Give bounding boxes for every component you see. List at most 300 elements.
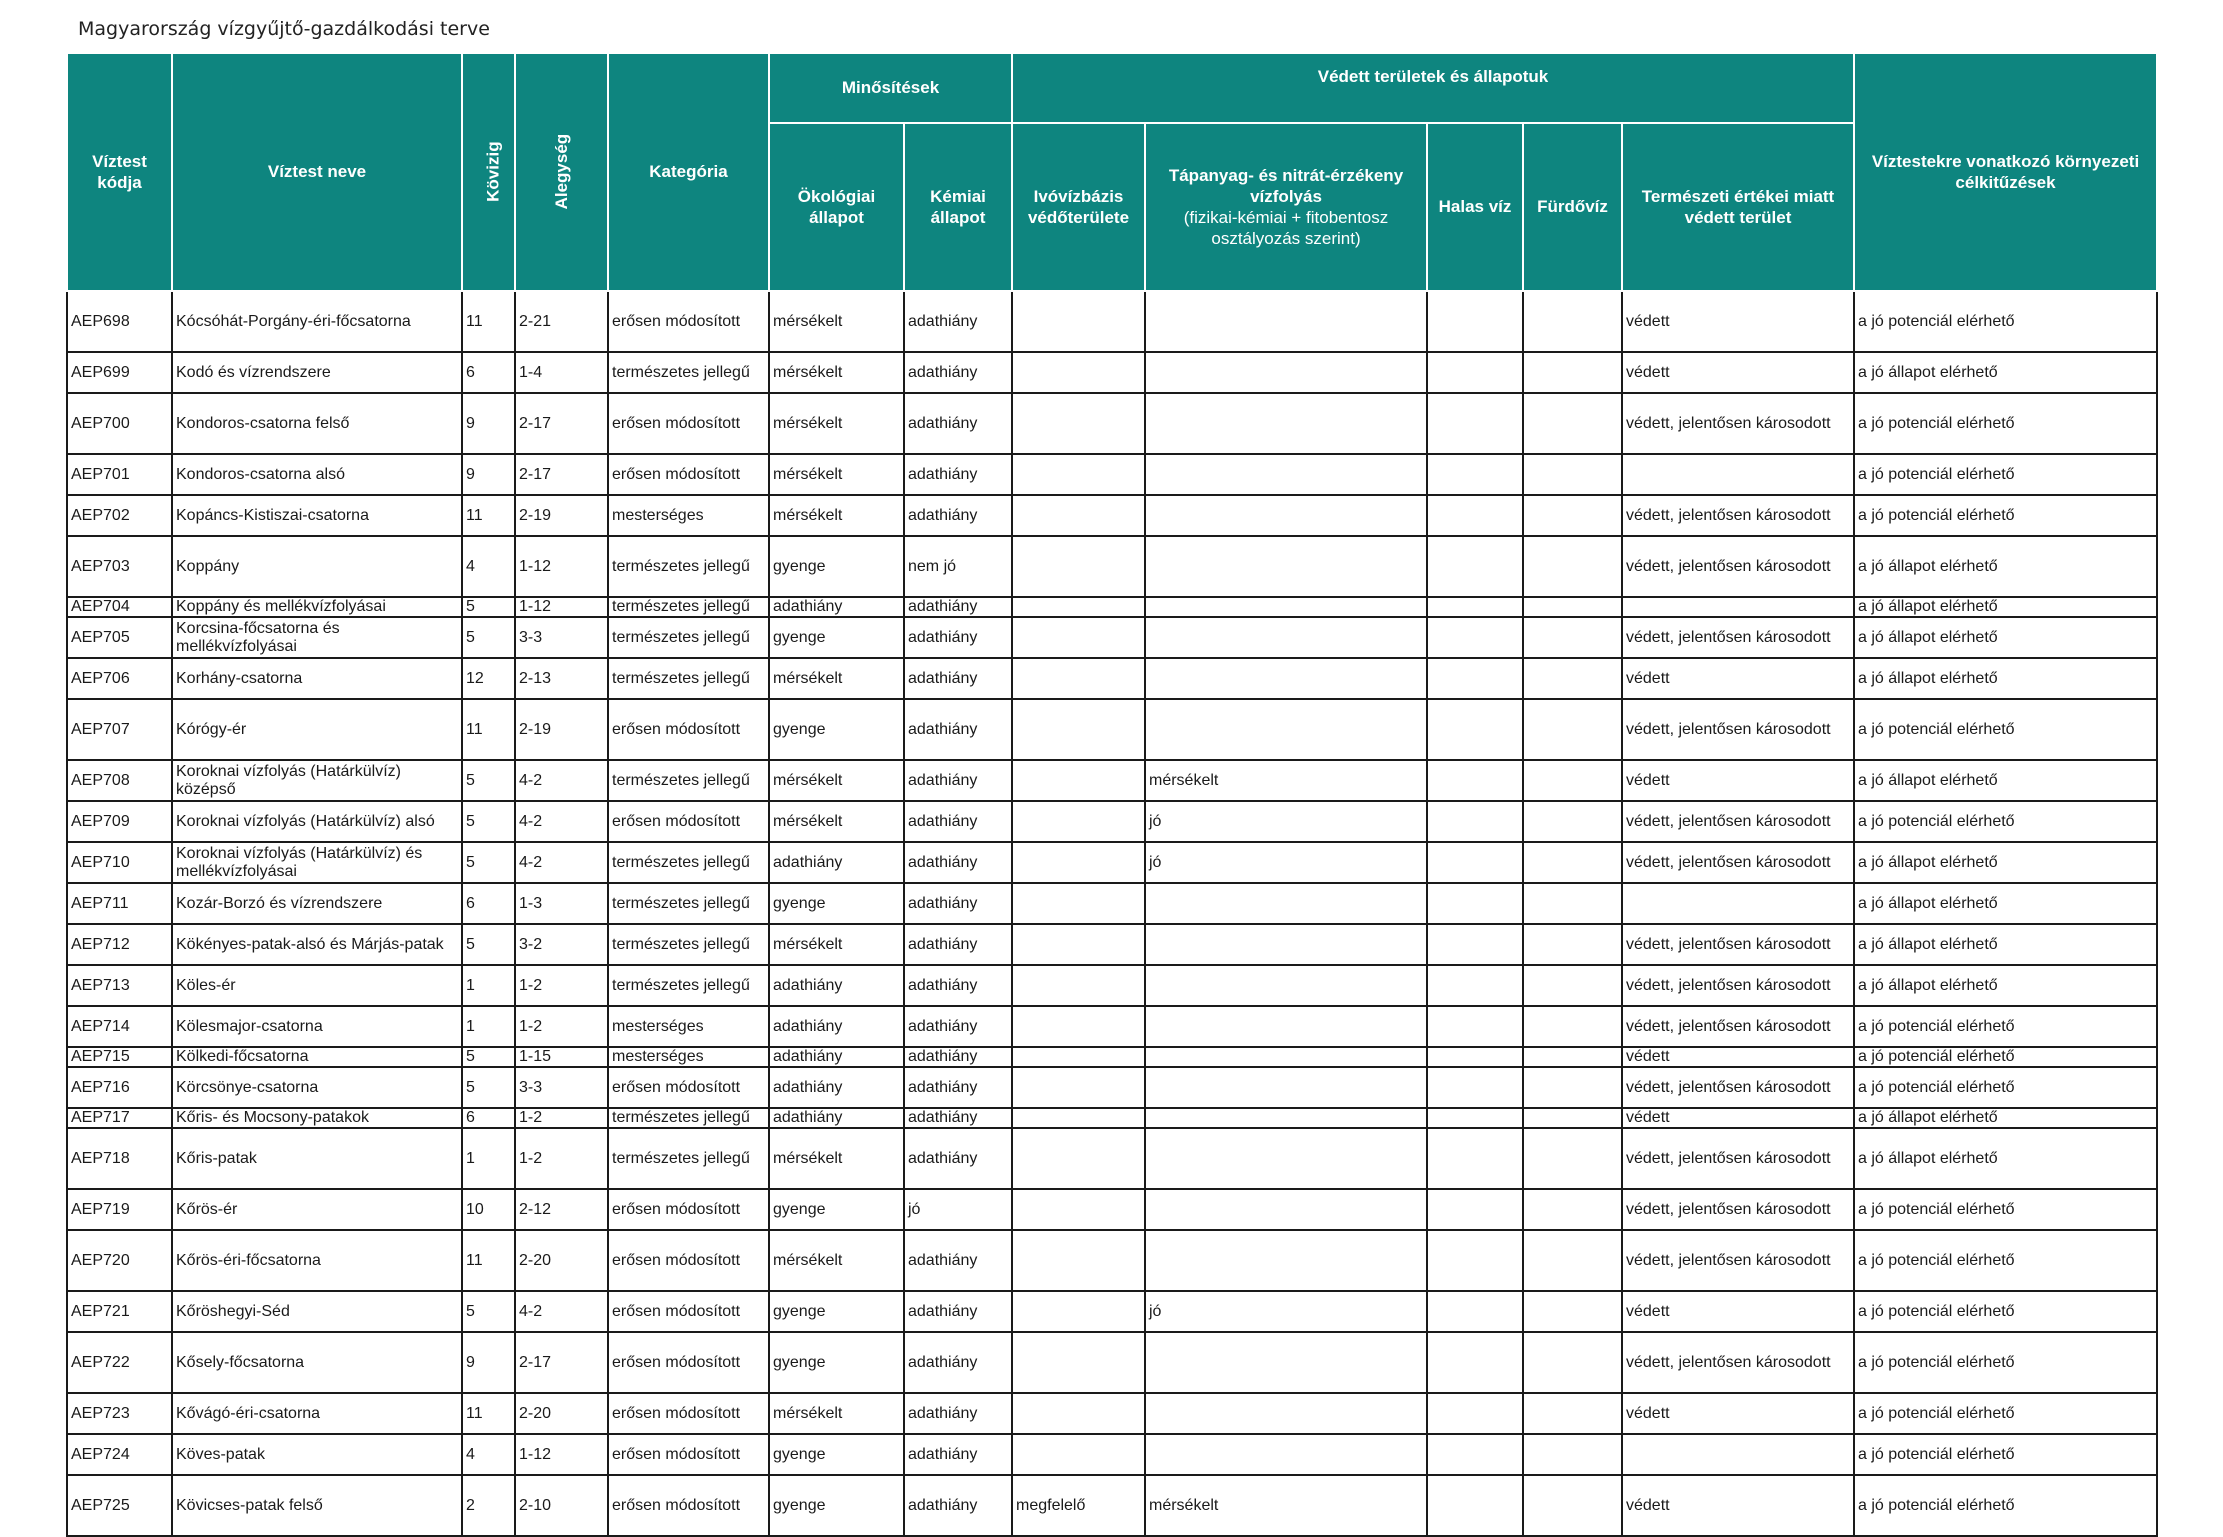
cell-kemiai: adathiány	[904, 1108, 1012, 1128]
cell-kovizig: 6	[462, 883, 515, 924]
cell-kovizig: 11	[462, 1393, 515, 1434]
cell-okologiai: adathiány	[769, 1108, 904, 1128]
table-row	[67, 495, 2157, 536]
cell-kovizig: 1	[462, 965, 515, 1006]
cell-kategoria: természetes jellegű	[608, 842, 769, 883]
cell-tapanyag	[1145, 1393, 1427, 1434]
cell-okologiai: gyenge	[769, 1475, 904, 1536]
cell-code: AEP712	[67, 924, 172, 965]
cell-tapanyag	[1145, 495, 1427, 536]
cell-okologiai: gyenge	[769, 1189, 904, 1230]
cell-kemiai: adathiány	[904, 1006, 1012, 1047]
cell-ivoviz	[1012, 1393, 1145, 1434]
cell-name: Kősely-főcsatorna	[172, 1332, 462, 1393]
cell-furdo	[1523, 1006, 1622, 1047]
table-row	[67, 1189, 2157, 1230]
cell-furdo	[1523, 291, 1622, 352]
cell-termeszeti	[1622, 883, 1854, 924]
cell-ivoviz	[1012, 924, 1145, 965]
cell-okologiai: mérsékelt	[769, 801, 904, 842]
cell-kemiai: adathiány	[904, 924, 1012, 965]
header-kemiai: Kémiai állapot	[904, 123, 1012, 291]
cell-cel: a jó potenciál elérhető	[1854, 1475, 2157, 1536]
cell-alegyseg: 2-17	[515, 1332, 608, 1393]
cell-ivoviz	[1012, 1189, 1145, 1230]
cell-alegyseg: 2-20	[515, 1393, 608, 1434]
cell-kemiai: jó	[904, 1189, 1012, 1230]
header-minositesek: Minősítések	[769, 53, 1012, 123]
cell-tapanyag: mérsékelt	[1145, 1475, 1427, 1536]
cell-code: AEP710	[67, 842, 172, 883]
cell-cel: a jó potenciál elérhető	[1854, 1291, 2157, 1332]
cell-termeszeti: védett, jelentősen károsodott	[1622, 1230, 1854, 1291]
cell-code: AEP702	[67, 495, 172, 536]
cell-tapanyag	[1145, 1047, 1427, 1067]
cell-cel: a jó potenciál elérhető	[1854, 699, 2157, 760]
cell-okologiai: adathiány	[769, 842, 904, 883]
cell-alegyseg: 4-2	[515, 801, 608, 842]
cell-tapanyag: jó	[1145, 842, 1427, 883]
cell-name: Kőris-patak	[172, 1128, 462, 1189]
cell-name: Koroknai vízfolyás (Határkülvíz) középső	[172, 760, 462, 801]
cell-cel: a jó állapot elérhető	[1854, 1108, 2157, 1128]
cell-halas	[1427, 597, 1523, 617]
cell-alegyseg: 3-2	[515, 924, 608, 965]
table-row	[67, 536, 2157, 597]
cell-code: AEP715	[67, 1047, 172, 1067]
cell-kovizig: 9	[462, 393, 515, 454]
cell-furdo	[1523, 699, 1622, 760]
cell-halas	[1427, 1128, 1523, 1189]
cell-kategoria: erősen módosított	[608, 1067, 769, 1108]
cell-furdo	[1523, 1128, 1622, 1189]
cell-tapanyag	[1145, 699, 1427, 760]
cell-name: Koroknai vízfolyás (Határkülvíz) alsó	[172, 801, 462, 842]
header-vedett: Védett területek és állapotuk	[1012, 53, 1854, 123]
header-name: Víztest neve	[172, 53, 462, 291]
table-row	[67, 1332, 2157, 1393]
cell-name: Kölkedi-főcsatorna	[172, 1047, 462, 1067]
cell-ivoviz	[1012, 597, 1145, 617]
cell-kemiai: adathiány	[904, 597, 1012, 617]
cell-okologiai: mérsékelt	[769, 760, 904, 801]
cell-kemiai: adathiány	[904, 617, 1012, 658]
header-kovizig-label: Kövizig	[483, 141, 503, 203]
cell-termeszeti: védett, jelentősen károsodott	[1622, 1332, 1854, 1393]
cell-kovizig: 5	[462, 1291, 515, 1332]
cell-tapanyag	[1145, 291, 1427, 352]
cell-kategoria: erősen módosított	[608, 699, 769, 760]
cell-kategoria: mesterséges	[608, 1006, 769, 1047]
cell-code: AEP722	[67, 1332, 172, 1393]
cell-okologiai: gyenge	[769, 699, 904, 760]
header-tapanyag-subtitle: (fizikai-kémiai + fitobentosz osztályozás szerint)	[1183, 208, 1389, 249]
cell-ivoviz	[1012, 393, 1145, 454]
cell-name: Koroknai vízfolyás (Határkülvíz) és mellékvízfolyásai	[172, 842, 462, 883]
cell-halas	[1427, 965, 1523, 1006]
cell-furdo	[1523, 454, 1622, 495]
table-row	[67, 883, 2157, 924]
cell-halas	[1427, 1230, 1523, 1291]
cell-kategoria: mesterséges	[608, 1047, 769, 1067]
cell-okologiai: gyenge	[769, 617, 904, 658]
cell-cel: a jó állapot elérhető	[1854, 842, 2157, 883]
document-title: Magyarország vízgyűjtő-gazdálkodási terve	[78, 18, 490, 40]
cell-tapanyag	[1145, 1434, 1427, 1475]
cell-halas	[1427, 1189, 1523, 1230]
table-row	[67, 1006, 2157, 1047]
cell-kategoria: erősen módosított	[608, 1393, 769, 1434]
cell-furdo	[1523, 1291, 1622, 1332]
cell-tapanyag	[1145, 1108, 1427, 1128]
cell-halas	[1427, 842, 1523, 883]
cell-furdo	[1523, 495, 1622, 536]
cell-code: AEP706	[67, 658, 172, 699]
cell-code: AEP717	[67, 1108, 172, 1128]
cell-tapanyag	[1145, 454, 1427, 495]
cell-okologiai: adathiány	[769, 597, 904, 617]
cell-halas	[1427, 1332, 1523, 1393]
cell-furdo	[1523, 1393, 1622, 1434]
cell-cel: a jó állapot elérhető	[1854, 883, 2157, 924]
header-celkituzesek: Víztestekre vonatkozó környezeti célkitűzések	[1854, 53, 2157, 291]
cell-code: AEP713	[67, 965, 172, 1006]
cell-tapanyag	[1145, 536, 1427, 597]
cell-ivoviz	[1012, 1108, 1145, 1128]
cell-kemiai: adathiány	[904, 842, 1012, 883]
header-tapanyag-title: Tápanyag- és nitrát-érzékeny vízfolyás	[1168, 165, 1404, 206]
cell-name: Kőröshegyi-Séd	[172, 1291, 462, 1332]
cell-kovizig: 4	[462, 536, 515, 597]
cell-alegyseg: 1-2	[515, 1108, 608, 1128]
cell-alegyseg: 2-19	[515, 699, 608, 760]
cell-okologiai: mérsékelt	[769, 924, 904, 965]
cell-furdo	[1523, 617, 1622, 658]
cell-ivoviz: megfelelő	[1012, 1475, 1145, 1536]
cell-termeszeti: védett, jelentősen károsodott	[1622, 924, 1854, 965]
table-row	[67, 1108, 2157, 1128]
table-row	[67, 760, 2157, 801]
cell-kategoria: természetes jellegű	[608, 924, 769, 965]
cell-kategoria: természetes jellegű	[608, 883, 769, 924]
cell-tapanyag	[1145, 1230, 1427, 1291]
cell-code: AEP700	[67, 393, 172, 454]
cell-code: AEP718	[67, 1128, 172, 1189]
cell-kemiai: adathiány	[904, 352, 1012, 393]
cell-furdo	[1523, 801, 1622, 842]
cell-alegyseg: 4-2	[515, 760, 608, 801]
cell-alegyseg: 4-2	[515, 842, 608, 883]
table-row	[67, 1067, 2157, 1108]
cell-okologiai: gyenge	[769, 536, 904, 597]
cell-ivoviz	[1012, 965, 1145, 1006]
cell-tapanyag	[1145, 597, 1427, 617]
cell-kategoria: erősen módosított	[608, 1230, 769, 1291]
cell-kategoria: természetes jellegű	[608, 597, 769, 617]
cell-alegyseg: 4-2	[515, 1291, 608, 1332]
header-tapanyag	[1145, 123, 1427, 291]
table-row	[67, 1434, 2157, 1475]
cell-cel: a jó állapot elérhető	[1854, 760, 2157, 801]
cell-tapanyag	[1145, 393, 1427, 454]
cell-okologiai: mérsékelt	[769, 352, 904, 393]
cell-kategoria: természetes jellegű	[608, 1108, 769, 1128]
cell-kemiai: adathiány	[904, 760, 1012, 801]
table-row	[67, 291, 2157, 352]
cell-termeszeti: védett	[1622, 1475, 1854, 1536]
cell-termeszeti: védett, jelentősen károsodott	[1622, 842, 1854, 883]
cell-halas	[1427, 291, 1523, 352]
cell-tapanyag	[1145, 1332, 1427, 1393]
cell-code: AEP701	[67, 454, 172, 495]
cell-alegyseg: 3-3	[515, 617, 608, 658]
cell-kemiai: adathiány	[904, 883, 1012, 924]
cell-ivoviz	[1012, 617, 1145, 658]
cell-kemiai: adathiány	[904, 801, 1012, 842]
cell-halas	[1427, 1393, 1523, 1434]
cell-kategoria: erősen módosított	[608, 1475, 769, 1536]
cell-kovizig: 5	[462, 1067, 515, 1108]
cell-tapanyag	[1145, 965, 1427, 1006]
cell-furdo	[1523, 1047, 1622, 1067]
cell-termeszeti: védett, jelentősen károsodott	[1622, 1006, 1854, 1047]
cell-kemiai: adathiány	[904, 1475, 1012, 1536]
cell-name: Kopáncs-Kistiszai-csatorna	[172, 495, 462, 536]
cell-ivoviz	[1012, 291, 1145, 352]
cell-cel: a jó potenciál elérhető	[1854, 801, 2157, 842]
cell-kovizig: 5	[462, 801, 515, 842]
cell-name: Kövicses-patak felső	[172, 1475, 462, 1536]
cell-ivoviz	[1012, 699, 1145, 760]
cell-kategoria: erősen módosított	[608, 454, 769, 495]
cell-okologiai: adathiány	[769, 965, 904, 1006]
cell-tapanyag	[1145, 1128, 1427, 1189]
cell-alegyseg: 2-17	[515, 454, 608, 495]
cell-tapanyag	[1145, 1006, 1427, 1047]
cell-furdo	[1523, 352, 1622, 393]
table-row	[67, 924, 2157, 965]
cell-cel: a jó potenciál elérhető	[1854, 1230, 2157, 1291]
cell-furdo	[1523, 393, 1622, 454]
cell-ivoviz	[1012, 454, 1145, 495]
cell-code: AEP720	[67, 1230, 172, 1291]
cell-cel: a jó állapot elérhető	[1854, 658, 2157, 699]
cell-kovizig: 5	[462, 617, 515, 658]
table-row	[67, 699, 2157, 760]
cell-termeszeti: védett	[1622, 1108, 1854, 1128]
cell-code: AEP707	[67, 699, 172, 760]
cell-okologiai: mérsékelt	[769, 393, 904, 454]
cell-kovizig: 11	[462, 495, 515, 536]
cell-kategoria: erősen módosított	[608, 801, 769, 842]
cell-tapanyag	[1145, 352, 1427, 393]
cell-kovizig: 11	[462, 1230, 515, 1291]
cell-name: Kozár-Borzó és vízrendszere	[172, 883, 462, 924]
cell-termeszeti: védett, jelentősen károsodott	[1622, 1067, 1854, 1108]
table-row	[67, 617, 2157, 658]
cell-kovizig: 5	[462, 842, 515, 883]
cell-name: Kondoros-csatorna alsó	[172, 454, 462, 495]
cell-furdo	[1523, 1475, 1622, 1536]
cell-termeszeti: védett, jelentősen károsodott	[1622, 617, 1854, 658]
cell-name: Kőrös-éri-főcsatorna	[172, 1230, 462, 1291]
cell-halas	[1427, 1006, 1523, 1047]
cell-alegyseg: 2-19	[515, 495, 608, 536]
cell-code: AEP724	[67, 1434, 172, 1475]
cell-kemiai: adathiány	[904, 1393, 1012, 1434]
cell-tapanyag	[1145, 1189, 1427, 1230]
cell-kovizig: 11	[462, 699, 515, 760]
cell-tapanyag	[1145, 617, 1427, 658]
cell-name: Kőris- és Mocsony-patakok	[172, 1108, 462, 1128]
cell-halas	[1427, 1434, 1523, 1475]
cell-name: Köles-ér	[172, 965, 462, 1006]
cell-termeszeti: védett, jelentősen károsodott	[1622, 699, 1854, 760]
cell-halas	[1427, 495, 1523, 536]
cell-kategoria: erősen módosított	[608, 1291, 769, 1332]
cell-alegyseg: 1-12	[515, 536, 608, 597]
cell-termeszeti: védett	[1622, 1047, 1854, 1067]
cell-tapanyag	[1145, 658, 1427, 699]
cell-alegyseg: 1-12	[515, 597, 608, 617]
header-kovizig	[462, 53, 515, 291]
cell-name: Koppány	[172, 536, 462, 597]
cell-halas	[1427, 1108, 1523, 1128]
cell-okologiai: mérsékelt	[769, 658, 904, 699]
table-body	[67, 291, 2157, 1536]
cell-okologiai: adathiány	[769, 1067, 904, 1108]
cell-ivoviz	[1012, 842, 1145, 883]
cell-code: AEP708	[67, 760, 172, 801]
cell-kategoria: természetes jellegű	[608, 536, 769, 597]
cell-cel: a jó potenciál elérhető	[1854, 1332, 2157, 1393]
cell-name: Korhány-csatorna	[172, 658, 462, 699]
cell-termeszeti: védett	[1622, 291, 1854, 352]
cell-kovizig: 10	[462, 1189, 515, 1230]
cell-kategoria: természetes jellegű	[608, 1128, 769, 1189]
cell-ivoviz	[1012, 1291, 1145, 1332]
cell-code: AEP709	[67, 801, 172, 842]
cell-cel: a jó állapot elérhető	[1854, 924, 2157, 965]
cell-kemiai: adathiány	[904, 1230, 1012, 1291]
cell-alegyseg: 1-4	[515, 352, 608, 393]
cell-furdo	[1523, 1434, 1622, 1475]
cell-kovizig: 4	[462, 1434, 515, 1475]
cell-termeszeti: védett	[1622, 658, 1854, 699]
cell-kategoria: erősen módosított	[608, 1332, 769, 1393]
table-row	[67, 1128, 2157, 1189]
cell-termeszeti: védett, jelentősen károsodott	[1622, 495, 1854, 536]
cell-name: Körcsönye-csatorna	[172, 1067, 462, 1108]
header-kategoria: Kategória	[608, 53, 769, 291]
cell-furdo	[1523, 924, 1622, 965]
cell-ivoviz	[1012, 1067, 1145, 1108]
cell-cel: a jó állapot elérhető	[1854, 965, 2157, 1006]
cell-termeszeti	[1622, 1434, 1854, 1475]
table-row	[67, 801, 2157, 842]
cell-ivoviz	[1012, 1047, 1145, 1067]
cell-alegyseg: 1-2	[515, 965, 608, 1006]
cell-cel: a jó állapot elérhető	[1854, 352, 2157, 393]
cell-tapanyag: jó	[1145, 801, 1427, 842]
cell-kategoria: természetes jellegű	[608, 965, 769, 1006]
cell-alegyseg: 1-3	[515, 883, 608, 924]
cell-kovizig: 5	[462, 1047, 515, 1067]
cell-halas	[1427, 924, 1523, 965]
table-row	[67, 842, 2157, 883]
cell-okologiai: gyenge	[769, 1332, 904, 1393]
cell-termeszeti	[1622, 597, 1854, 617]
cell-alegyseg: 3-3	[515, 1067, 608, 1108]
cell-termeszeti: védett	[1622, 1291, 1854, 1332]
cell-okologiai: mérsékelt	[769, 291, 904, 352]
table-row	[67, 965, 2157, 1006]
cell-code: AEP721	[67, 1291, 172, 1332]
cell-code: AEP725	[67, 1475, 172, 1536]
cell-cel: a jó potenciál elérhető	[1854, 454, 2157, 495]
cell-cel: a jó potenciál elérhető	[1854, 1393, 2157, 1434]
cell-okologiai: mérsékelt	[769, 495, 904, 536]
cell-cel: a jó állapot elérhető	[1854, 1128, 2157, 1189]
cell-kemiai: adathiány	[904, 1067, 1012, 1108]
cell-cel: a jó potenciál elérhető	[1854, 1006, 2157, 1047]
table-row	[67, 1393, 2157, 1434]
cell-furdo	[1523, 1189, 1622, 1230]
cell-kovizig: 9	[462, 454, 515, 495]
cell-cel: a jó potenciál elérhető	[1854, 291, 2157, 352]
cell-ivoviz	[1012, 1128, 1145, 1189]
cell-furdo	[1523, 883, 1622, 924]
cell-furdo	[1523, 536, 1622, 597]
cell-kovizig: 6	[462, 352, 515, 393]
cell-okologiai: mérsékelt	[769, 1393, 904, 1434]
cell-kemiai: adathiány	[904, 1128, 1012, 1189]
cell-halas	[1427, 658, 1523, 699]
cell-furdo	[1523, 597, 1622, 617]
cell-alegyseg: 2-10	[515, 1475, 608, 1536]
cell-kategoria: erősen módosított	[608, 1434, 769, 1475]
cell-kovizig: 5	[462, 597, 515, 617]
cell-ivoviz	[1012, 658, 1145, 699]
header-code: Víztest kódja	[67, 53, 172, 291]
cell-kemiai: adathiány	[904, 291, 1012, 352]
table-row	[67, 1475, 2157, 1536]
cell-code: AEP714	[67, 1006, 172, 1047]
cell-alegyseg: 1-2	[515, 1128, 608, 1189]
cell-halas	[1427, 1047, 1523, 1067]
cell-tapanyag	[1145, 924, 1427, 965]
cell-kategoria: erősen módosított	[608, 1189, 769, 1230]
cell-code: AEP705	[67, 617, 172, 658]
cell-ivoviz	[1012, 1434, 1145, 1475]
cell-ivoviz	[1012, 801, 1145, 842]
cell-name: Kőrös-ér	[172, 1189, 462, 1230]
cell-kategoria: erősen módosított	[608, 393, 769, 454]
cell-code: AEP704	[67, 597, 172, 617]
cell-furdo	[1523, 1108, 1622, 1128]
cell-name: Kócsóhát-Porgány-éri-főcsatorna	[172, 291, 462, 352]
cell-ivoviz	[1012, 883, 1145, 924]
cell-alegyseg: 2-12	[515, 1189, 608, 1230]
header-furdoviz: Fürdővíz	[1523, 123, 1622, 291]
cell-halas	[1427, 1475, 1523, 1536]
cell-alegyseg: 2-20	[515, 1230, 608, 1291]
cell-okologiai: adathiány	[769, 1047, 904, 1067]
cell-halas	[1427, 760, 1523, 801]
cell-furdo	[1523, 760, 1622, 801]
cell-kemiai: adathiány	[904, 965, 1012, 1006]
cell-kategoria: természetes jellegű	[608, 617, 769, 658]
